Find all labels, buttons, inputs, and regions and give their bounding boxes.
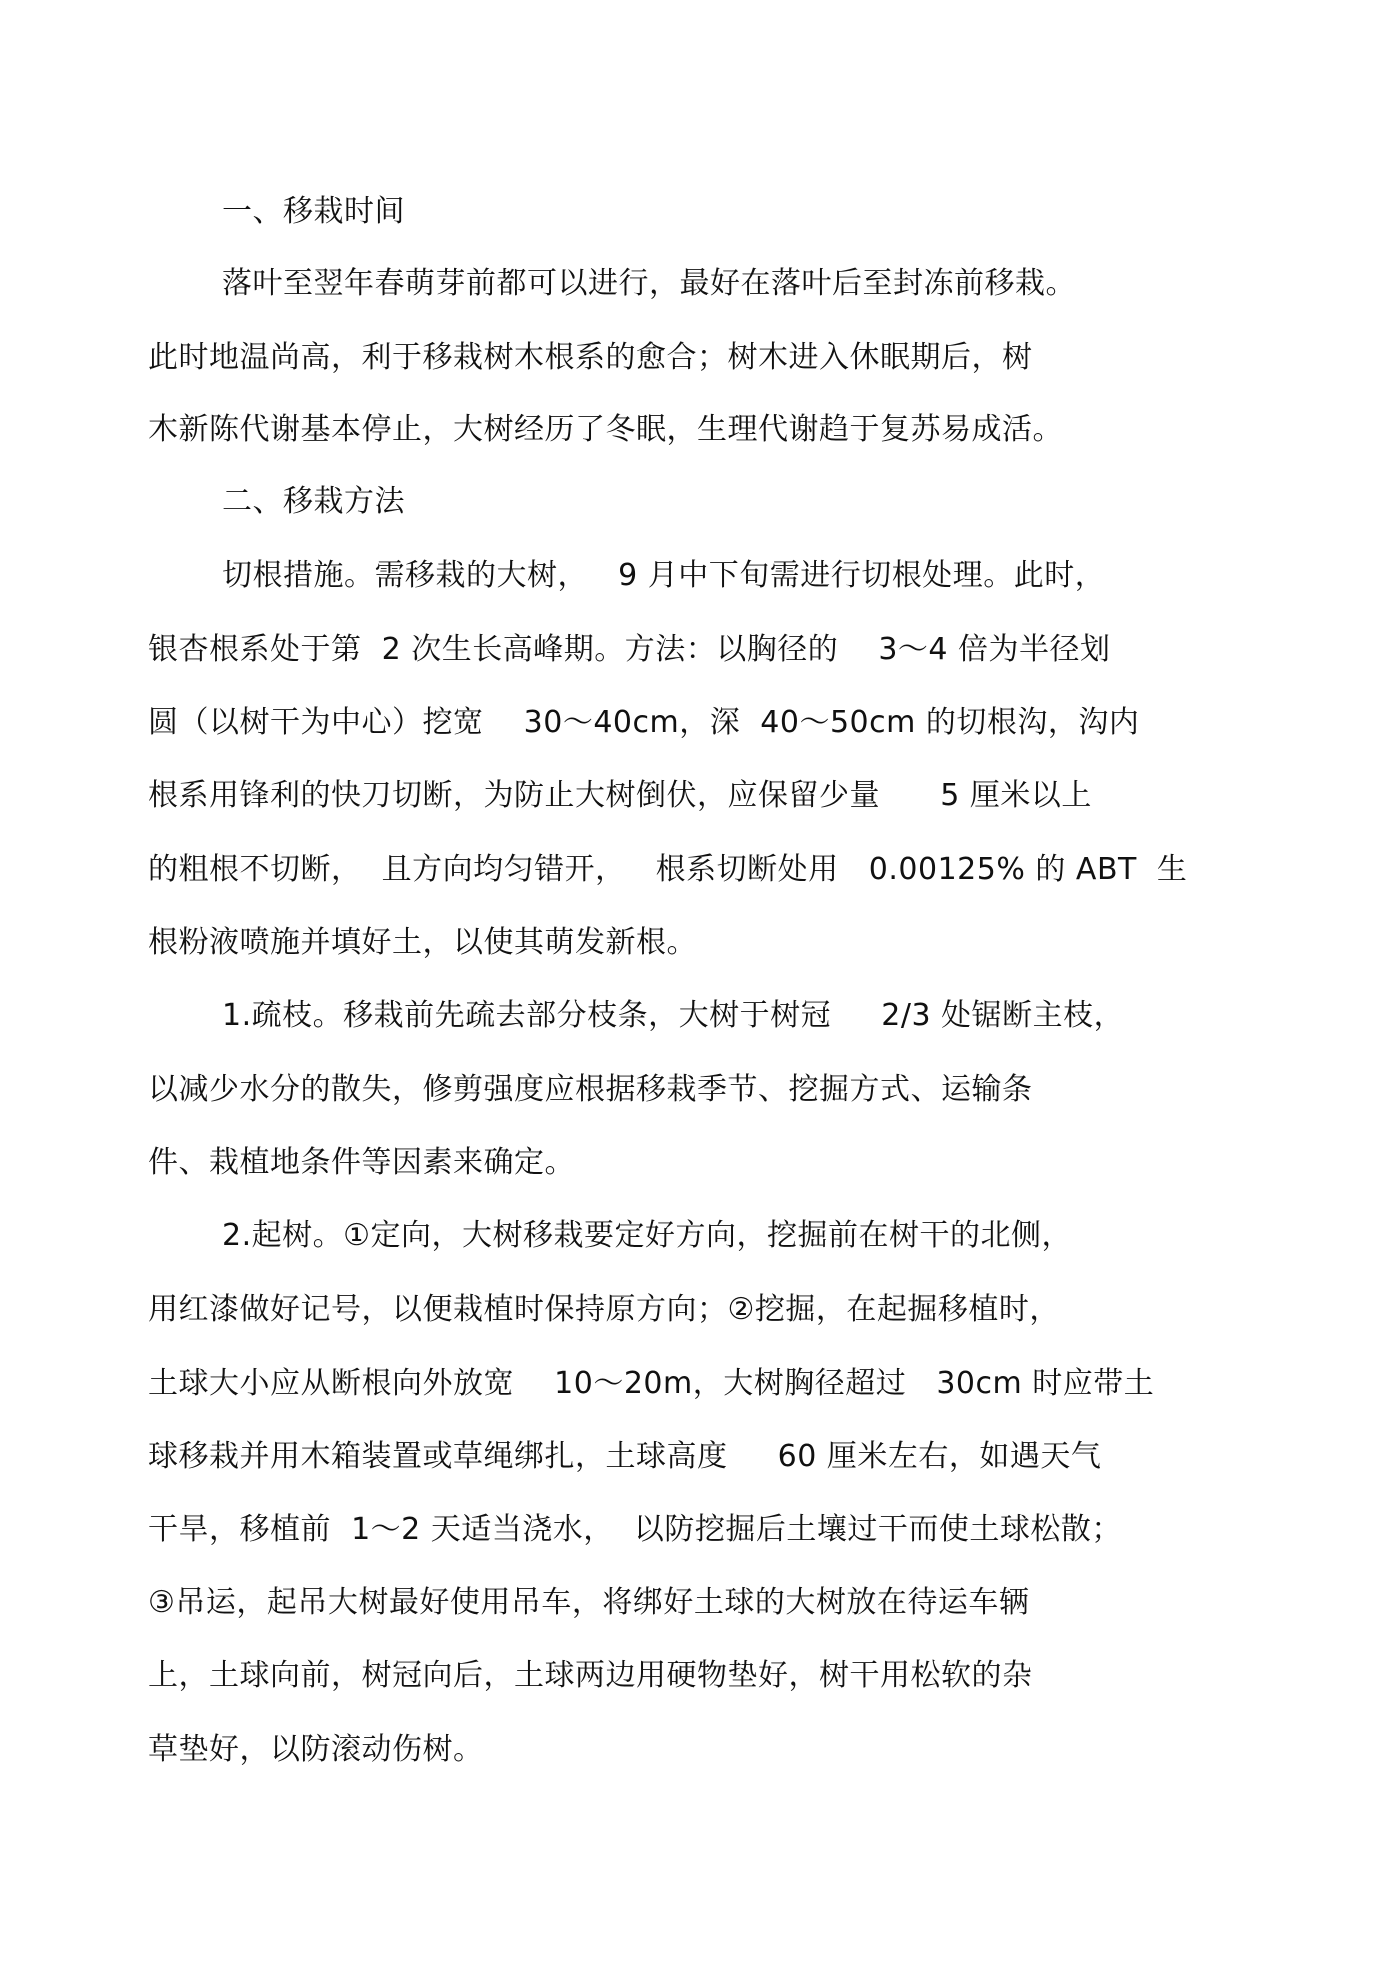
paragraph-line: 银杏根系处于第 2 次生长高峰期。方法：以胸径的 3～4 倍为半径划 [148,632,1111,667]
paragraph-line: 圆（以树干为中心）挖宽 30～40cm，深 40～50cm 的切根沟，沟内 [148,705,1140,740]
paragraph-line: 的粗根不切断， 且方向均匀错开， 根系切断处用 0.00125% 的 ABT 生 [148,852,1188,887]
paragraph-line: 木新陈代谢基本停止，大树经历了冬眠，生理代谢趋于复苏易成活。 [148,412,1063,447]
section-heading-transplant-time: 一、移栽时间 [222,194,405,229]
paragraph-line: 落叶至翌年春萌芽前都可以进行，最好在落叶后至封冻前移栽。 [222,266,1076,301]
paragraph-line: 根粉液喷施并填好土，以使其萌发新根。 [148,925,697,960]
paragraph-line: 此时地温尚高，利于移栽树木根系的愈合；树木进入休眠期后，树 [148,340,1033,375]
paragraph-line: 件、栽植地条件等因素来确定。 [148,1145,575,1180]
paragraph-line: 根系用锋利的快刀切断，为防止大树倒伏，应保留少量 5 厘米以上 [148,778,1092,813]
paragraph-line: ③吊运，起吊大树最好使用吊车，将绑好土球的大树放在待运车辆 [148,1585,1030,1620]
paragraph-line: 草垫好，以防滚动伤树。 [148,1732,484,1767]
paragraph-line: 上，土球向前，树冠向后，土球两边用硬物垫好，树干用松软的杂 [148,1658,1033,1693]
paragraph-line: 干旱，移植前 1～2 天适当浇水， 以防挖掘后土壤过干而使土球松散； [148,1512,1122,1547]
paragraph-line: 球移栽并用木箱装置或草绳绑扎，土球高度 60 厘米左右，如遇天气 [148,1439,1102,1474]
paragraph-line: 2.起树。①定向，大树移栽要定好方向，挖掘前在树干的北侧， [222,1218,1073,1253]
paragraph-line: 土球大小应从断根向外放宽 10～20m，大树胸径超过 30cm 时应带土 [148,1366,1155,1401]
section-heading-transplant-method: 二、移栽方法 [222,484,405,519]
paragraph-line: 用红漆做好记号，以便栽植时保持原方向；②挖掘，在起掘移植时， [148,1292,1060,1327]
paragraph-line: 切根措施。需移栽的大树， 9 月中下旬需进行切根处理。此时， [222,558,1106,593]
paragraph-line: 以减少水分的散失，修剪强度应根据移栽季节、挖掘方式、运输条 [148,1072,1033,1107]
paragraph-line: 1.疏枝。移栽前先疏去部分枝条，大树于树冠 2/3 处锯断主枝， [222,998,1125,1033]
